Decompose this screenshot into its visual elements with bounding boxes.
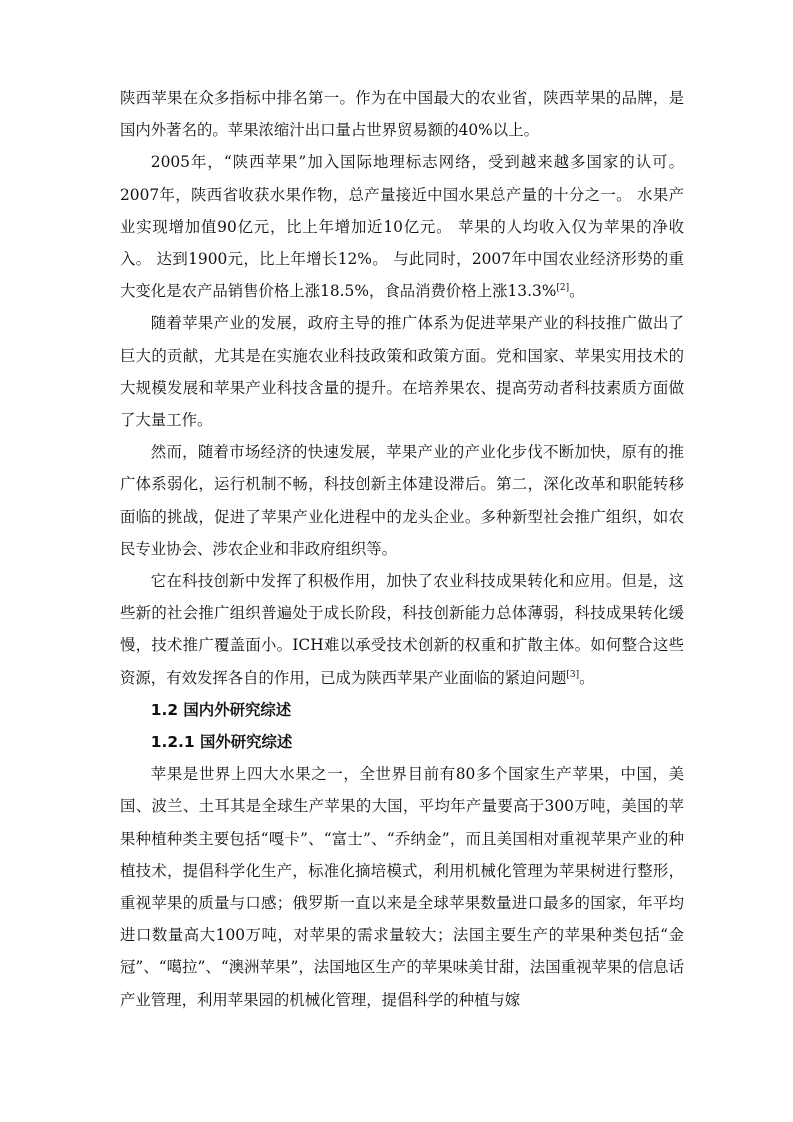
paragraph-3 (120, 307, 684, 436)
citation-ref-2[interactable]: [2] (556, 283, 570, 294)
paragraph-4 (120, 436, 684, 565)
paragraph-1 (120, 82, 684, 146)
paragraph-2-text: 2005年，“陕西苹果”加入国际地理标志网络，受到越来越多国家的认可。2007年，陕西省收获水果作物，总产量接近中国水果总产量的十分之一。 水果产业实现增加值90亿元，比上年增加近10亿元。 苹果的人均收入仅为苹果的净收入。 达到1900元，比上年增长12%。 与此同时，2007年中国农业经济形势的重大变化是农产品销售价格上涨18.5%，食品消费价格上涨13.3% (120, 153, 684, 301)
section-heading: 1.2 国内外研究综述 (150, 700, 292, 719)
paragraph-5-tail: 。 (579, 668, 595, 687)
paragraph-5-text: 它在科技创新中发挥了积极作用，加快了农业科技成果转化和应用。但是，这些新的社会推广组织普遍处于成长阶段，科技创新能力总体薄弱，科技成果转化缓慢，技术推广覆盖面小。ICH难以承受技术创新的权重和扩散主体。如何整合这些资源，有效发挥各自的作用，已成为陕西苹果产业面临的紧迫问题 (120, 572, 684, 687)
document-body (120, 82, 684, 1016)
paragraph-6 (120, 758, 684, 1016)
paragraph-1-text: 陕西苹果在众多指标中排名第一。作为在中国最大的农业省，陕西苹果的品牌，是国内外著名的。苹果浓缩汁出口量占世界贸易额的40%以上。 (120, 89, 684, 140)
paragraph-4-text: 然而，随着市场经济的快速发展，苹果产业的产业化步伐不断加快，原有的推广体系弱化，运行机制不畅，科技创新主体建设滞后。第二，深化改革和职能转移面临的挑战，促进了苹果产业化进程中的龙头企业。多种新型社会推广组织，如农民专业协会、涉农企业和非政府组织等。 (120, 443, 684, 558)
paragraph-6-text: 苹果是世界上四大水果之一，全世界目前有80多个国家生产苹果，中国，美国、波兰、土耳其是全球生产苹果的大国，平均年产量要高于300万吨，美国的苹果种植种类主要包括“嘎卡”、“富士”、“乔纳金”，而且美国相对重视苹果产业的种植技术，提倡科学化生产，标准化摘培模式，利用机械化管理为苹果树进行整形，重视苹果的质量与口感；俄罗斯一直以来是全球苹果数量进口最多的国家，年平均进口数量高大100万吨，对苹果的需求量较大；法国主要生产的苹果种类包括“金冠”、“噶拉”、“澳洲苹果”，法国地区生产的苹果味美甘甜，法国重视苹果的信息话产业管理，利用苹果园的机械化管理，提倡科学的种植与嫁 (120, 765, 684, 1009)
paragraph-2-tail: 。 (569, 282, 585, 301)
paragraph-5 (120, 565, 684, 694)
paragraph-3-text: 随着苹果产业的发展，政府主导的推广体系为促进苹果产业的科技推广做出了巨大的贡献，尤其是在实施农业科技政策和政策方面。党和国家、苹果实用技术的大规模发展和苹果产业科技含量的提升。在培养果农、提高劳动者科技素质方面做了大量工作。 (120, 314, 684, 430)
subsection-heading: 1.2.1 国外研究综述 (150, 733, 293, 752)
citation-ref-3[interactable]: [3] (566, 669, 580, 680)
paragraph-2 (120, 146, 684, 307)
